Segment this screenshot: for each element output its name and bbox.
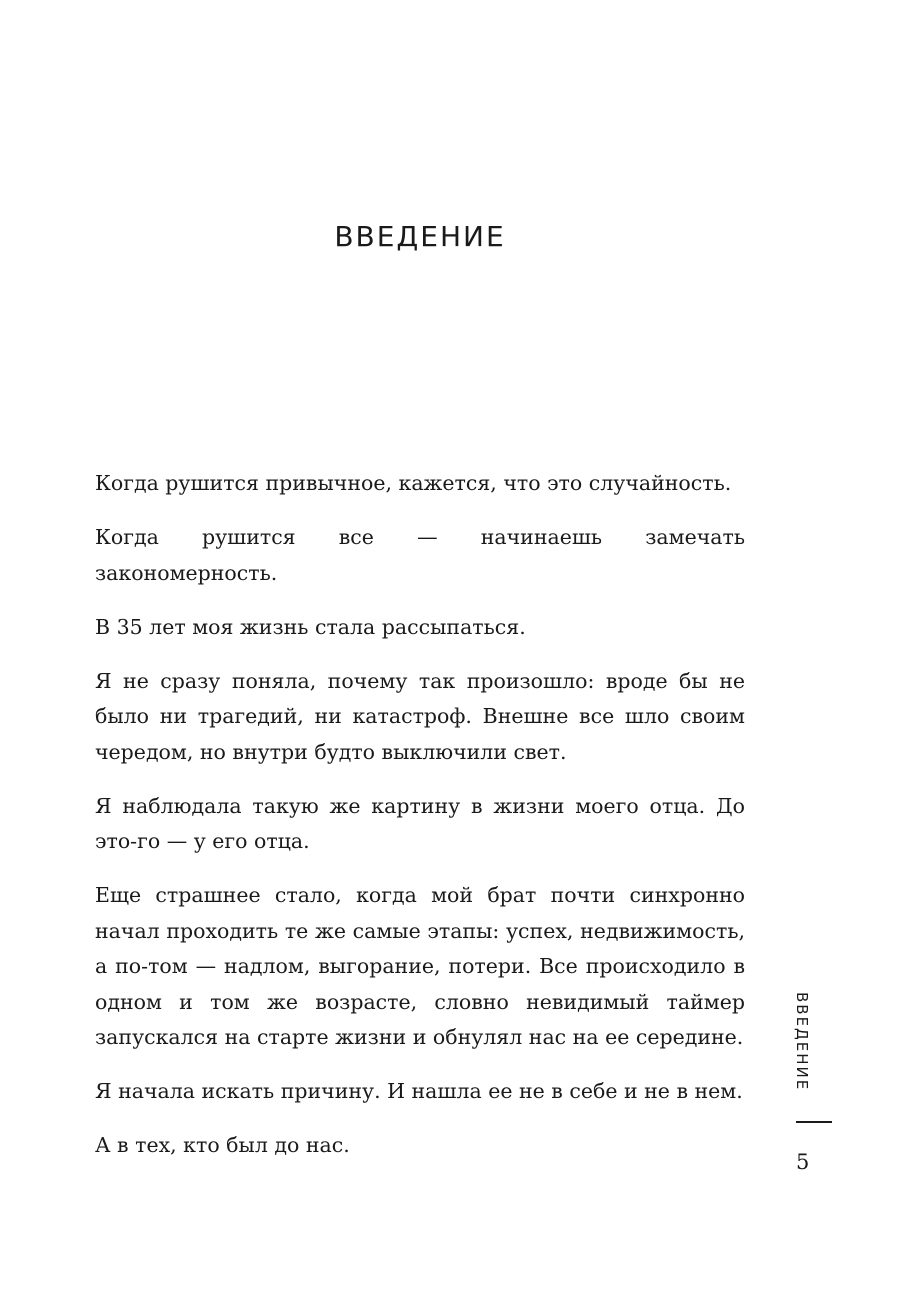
paragraph: Когда рушится все — начинаешь замечать закономерность. [95, 525, 745, 585]
paragraph: Я не сразу поняла, почему так произошло: вроде бы не было ни трагедий, ни катастроф. Внешне все шло своим чередом, но внутри будто выключили свет. [95, 668, 745, 764]
body-text [95, 466, 745, 1182]
paragraph: Еще страшнее стало, когда мой брат почти синхронно начал проходить те же самые этапы: успех, недвижимость, а по-том — надлом, выгорание, потери. Все происходило в одном и том же возрасте, словно невидимый таймер запускался на старте жизни и обнулял нас на ее середине. [95, 883, 745, 1049]
paragraph: Когда рушится привычное, кажется, что это случайность. [95, 471, 732, 495]
paragraph: Я наблюдала такую же картину в жизни моего отца. До это-го — у его отца. [95, 793, 745, 853]
paragraph: В 35 лет моя жизнь стала рассыпаться. [95, 614, 526, 639]
running-head: ВВЕДЕНИЕ [793, 992, 811, 1092]
paragraph: Я начала искать причину. И нашла ее не в себе и не в нем. [95, 1079, 743, 1103]
page-number: 5 [796, 1150, 810, 1174]
paragraph: А в тех, кто был до нас. [95, 1133, 350, 1157]
chapter-title: ВВЕДЕНИЕ [334, 220, 506, 253]
running-head-rule [796, 1121, 832, 1123]
